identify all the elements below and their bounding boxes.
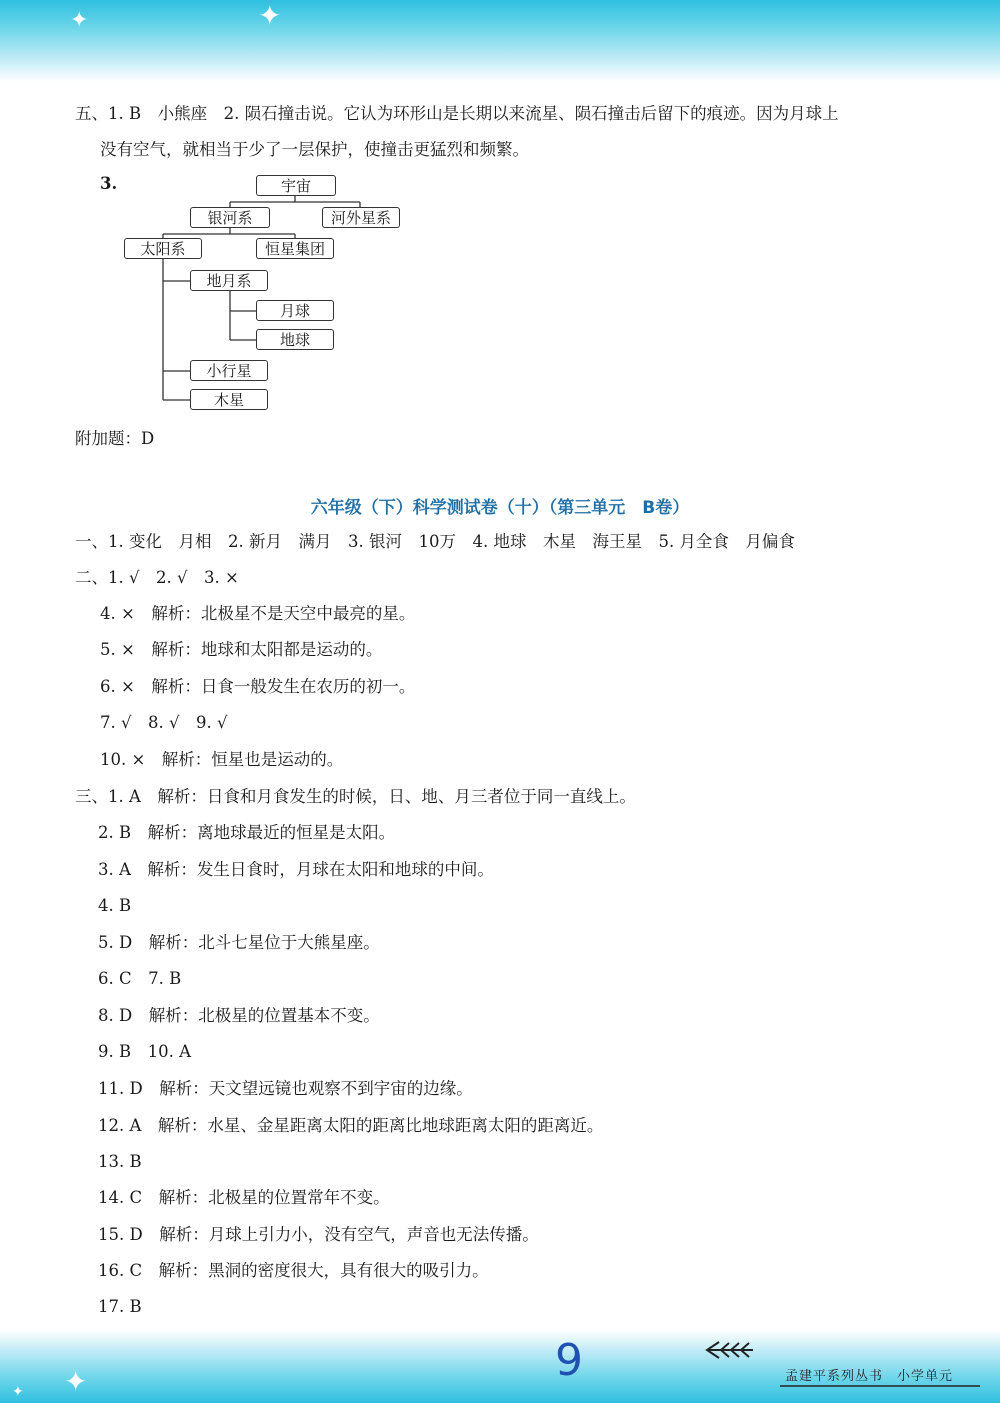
section3-line: 5. D 解析：北斗七星位于大熊星座。 (98, 933, 380, 952)
tree-node-earth: 地球 (256, 329, 334, 350)
bonus-answer: 附加题：D (75, 429, 155, 448)
question3-label: 3. (100, 174, 118, 193)
section5-line1: 五、1. B 小熊座 2. 陨石撞击说。它认为环形山是长期以来流星、陨石撞击后留下的痕迹。因为月球上 (75, 104, 839, 123)
section2-line: 6. × 解析：日食一般发生在农历的初一。 (100, 677, 416, 696)
section3-line: 15. D 解析：月球上引力小，没有空气，声音也无法传播。 (98, 1225, 539, 1244)
section3-line: 3. A 解析：发生日食时，月球在太阳和地球的中间。 (98, 860, 494, 879)
tree-node-star-cluster: 恒星集团 (256, 238, 334, 259)
section1-answers: 一、1. 变化 月相 2. 新月 满月 3. 银河 10万 4. 地球 木星 海王星 5. 月全食 月偏食 (75, 532, 795, 551)
section3-line: 14. C 解析：北极星的位置常年不变。 (98, 1188, 390, 1207)
section3-line: 6. C 7. B (98, 969, 182, 988)
section2-line: 7. √ 8. √ 9. √ (100, 713, 228, 732)
footer-rule (780, 1385, 980, 1388)
sparkle-icon: ✦ (12, 1384, 24, 1400)
sparkle-icon: ✦ (64, 1365, 88, 1398)
section3-line: 13. B (98, 1152, 142, 1171)
section2-line: 5. × 解析：地球和太阳都是运动的。 (100, 640, 383, 659)
section2-line: 二、1. √ 2. √ 3. × (75, 568, 239, 587)
test-title: 六年级（下）科学测试卷（十）（第三单元 B卷） (310, 498, 690, 518)
series-name: 孟建平系列丛书 小学单元 (785, 1369, 954, 1384)
tree-node-jupiter: 木星 (190, 389, 268, 410)
arrow-icon (705, 1340, 755, 1360)
section3-line: 9. B 10. A (98, 1042, 192, 1061)
tree-node-solar-system: 太阳系 (124, 238, 202, 259)
section3-line: 三、1. A 解析：日食和月食发生的时候，日、地、月三者位于同一直线上。 (75, 787, 636, 806)
tree-connectors (0, 0, 1000, 460)
tree-node-extragalactic: 河外星系 (322, 207, 400, 228)
tree-node-milky-way: 银河系 (190, 207, 270, 228)
sparkle-icon: ✦ (258, 0, 282, 32)
section3-line: 2. B 解析：离地球最近的恒星是太阳。 (98, 823, 396, 842)
tree-node-asteroid: 小行星 (190, 360, 268, 381)
page-number: 9 (555, 1335, 583, 1386)
section3-line: 11. D 解析：天文望远镜也观察不到宇宙的边缘。 (98, 1079, 473, 1098)
section3-line: 12. A 解析：水星、金星距离太阳的距离比地球距离太阳的距离近。 (98, 1116, 604, 1135)
section5-line2: 没有空气，就相当于少了一层保护，使撞击更猛烈和频繁。 (100, 140, 529, 159)
section3-line: 8. D 解析：北极星的位置基本不变。 (98, 1006, 380, 1025)
section2-line: 10. × 解析：恒星也是运动的。 (100, 750, 344, 769)
section2-line: 4. × 解析：北极星不是天空中最亮的星。 (100, 604, 416, 623)
sparkle-icon: ✦ (70, 8, 89, 33)
section3-line: 17. B (98, 1297, 142, 1316)
tree-node-moon: 月球 (256, 300, 334, 321)
section3-line: 4. B (98, 896, 132, 915)
tree-node-universe: 宇宙 (256, 175, 336, 196)
tree-node-earth-moon: 地月系 (190, 270, 268, 291)
section3-line: 16. C 解析：黑洞的密度很大，具有很大的吸引力。 (98, 1261, 489, 1280)
